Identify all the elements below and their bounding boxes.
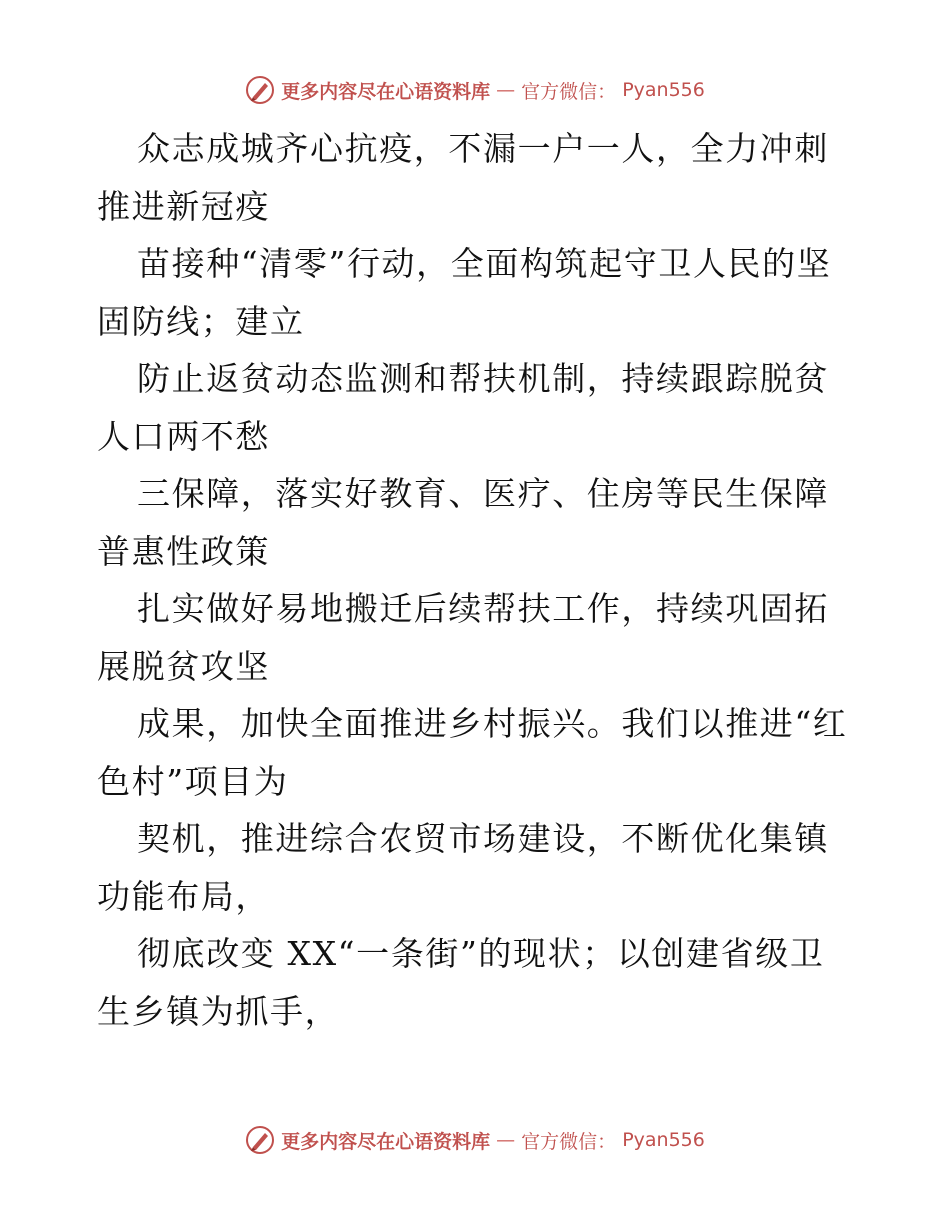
watermark-wechat-id: Pyan556 [622, 79, 705, 101]
document-body [97, 120, 857, 1040]
paragraph: 彻底改变 XX“一条街”的现状；以创建省级卫生乡镇为抓手， [97, 934, 825, 1031]
pen-logo-icon [245, 1125, 275, 1155]
header-watermark [0, 70, 950, 110]
paragraph: 防止返贫动态监测和帮扶机制，持续跟踪脱贫人口两不愁 [97, 359, 829, 456]
paragraph: 契机，推进综合农贸市场建设，不断优化集镇功能布局， [97, 819, 829, 916]
watermark-wechat-id: Pyan556 [622, 1129, 705, 1151]
paragraph: 苗接种“清零”行动，全面构筑起守卫人民的坚固防线；建立 [97, 244, 832, 341]
watermark-official: 官方微信： [521, 1130, 617, 1153]
watermark-dash: — [496, 1129, 516, 1151]
watermark-title: 更多内容尽在心语资料库 [281, 1130, 491, 1153]
paragraph: 扎实做好易地搬迁后续帮扶工作，持续巩固拓展脱贫攻坚 [97, 589, 829, 686]
watermark-official: 官方微信： [521, 80, 617, 103]
watermark-dash: — [496, 79, 516, 101]
pen-logo-icon [245, 75, 275, 105]
paragraph: 众志成城齐心抗疫，不漏一户一人，全力冲刺推进新冠疫 [97, 129, 829, 226]
watermark-title: 更多内容尽在心语资料库 [281, 80, 491, 103]
paragraph: 成果，加快全面推进乡村振兴。我们以推进“红色村”项目为 [97, 704, 848, 801]
footer-watermark [0, 1120, 950, 1160]
paragraph: 三保障，落实好教育、医疗、住房等民生保障普惠性政策 [97, 474, 829, 571]
